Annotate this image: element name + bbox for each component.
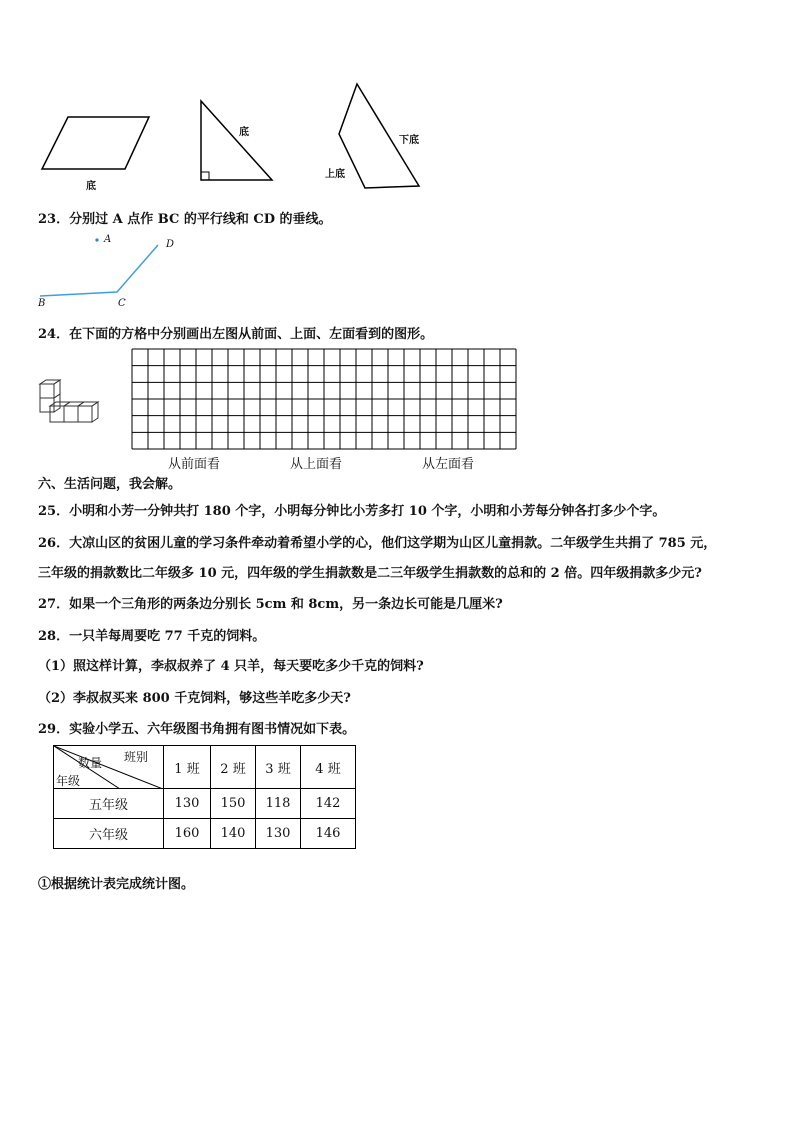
question-26-line-1: 26．大凉山区的贫困儿童的学习条件牵动着希望小学的心，他们这学期为山区儿童捐款。二年级学生共捐了 785 元，: [38, 536, 717, 551]
table-cell: 130: [256, 819, 301, 849]
point-a-label: A: [104, 234, 112, 245]
point-d-label: D: [166, 239, 175, 250]
question-28-part-1: （1）照这样计算，李叔叔养了 4 只羊，每天要吃多少千克的饲料?: [38, 659, 424, 674]
question-28-part-2: （2）李叔叔买来 800 千克饲料，够这些羊吃多少天?: [38, 691, 351, 706]
header-count-label: 数量: [78, 756, 103, 770]
question-28: 28．一只羊每周要吃 77 千克的饲料。: [38, 629, 266, 644]
right-angle-mark: [201, 172, 209, 180]
table-cell: 118: [256, 789, 301, 819]
point-b-label: B: [38, 298, 46, 309]
trapezoid-bottom-base-label: 下底: [399, 135, 419, 146]
table-header-diagonal-cell: [54, 746, 164, 789]
triangle-base-label: 底: [239, 127, 249, 138]
section-6-heading: 六、生活问题，我会解。: [38, 477, 182, 492]
parallelogram-shape: [42, 117, 149, 169]
book-stats-table: [53, 745, 356, 849]
column-header: 4 班: [301, 746, 356, 789]
parallelogram-label: 底: [86, 181, 96, 192]
view-label-front: 从前面看: [168, 457, 221, 472]
question-26-line-2: 三年级的捐款数比二年级多 10 元，四年级的学生捐款数是二三年级学生捐款数的总和的 2 倍。四年级捐款多少元?: [38, 566, 702, 581]
view-label-left: 从左面看: [422, 457, 475, 472]
cube-stack-figure: [36, 378, 116, 428]
table-cell: 140: [211, 819, 256, 849]
table-cell: 130: [164, 789, 211, 819]
header-class-label: 班别: [124, 750, 149, 764]
column-header: 1 班: [164, 746, 211, 789]
table-cell: 142: [301, 789, 356, 819]
question-27: 27．如果一个三角形的两条边分别长 5cm 和 8cm，另一条边长可能是几厘米?: [38, 597, 503, 612]
question-25: 25．小明和小芳一分钟共打 180 个字，小明每分钟比小芳多打 10 个字，小明和小芳每分钟各打多少个字。: [38, 504, 666, 519]
question-29: 29．实验小学五、六年级图书角拥有图书情况如下表。: [38, 722, 356, 737]
table-cell: 160: [164, 819, 211, 849]
row-grade: 五年级: [54, 789, 164, 819]
table-row: [54, 789, 356, 819]
question-24: 24．在下面的方格中分别画出左图从前面、上面、左面看到的图形。: [38, 327, 434, 342]
line-bcd: [40, 245, 158, 296]
column-header: 2 班: [211, 746, 256, 789]
question-23: 23．分别过 A 点作 BC 的平行线和 CD 的垂线。: [38, 212, 332, 227]
column-header: 3 班: [256, 746, 301, 789]
view-label-top: 从上面看: [290, 457, 343, 472]
row-grade: 六年级: [54, 819, 164, 849]
trapezoid-top-base-label: 上底: [325, 169, 345, 180]
right-triangle-shape: [201, 101, 272, 180]
drawing-grid[interactable]: [131, 348, 517, 450]
table-row: [54, 819, 356, 849]
table-cell: 146: [301, 819, 356, 849]
table-cell: 150: [211, 789, 256, 819]
shapes-figure: [0, 0, 794, 200]
header-grade-label: 年级: [56, 774, 81, 788]
question-29-sub-1: ①根据统计表完成统计图。: [38, 877, 195, 892]
point-a-dot: [95, 238, 98, 241]
point-c-label: C: [118, 298, 126, 309]
